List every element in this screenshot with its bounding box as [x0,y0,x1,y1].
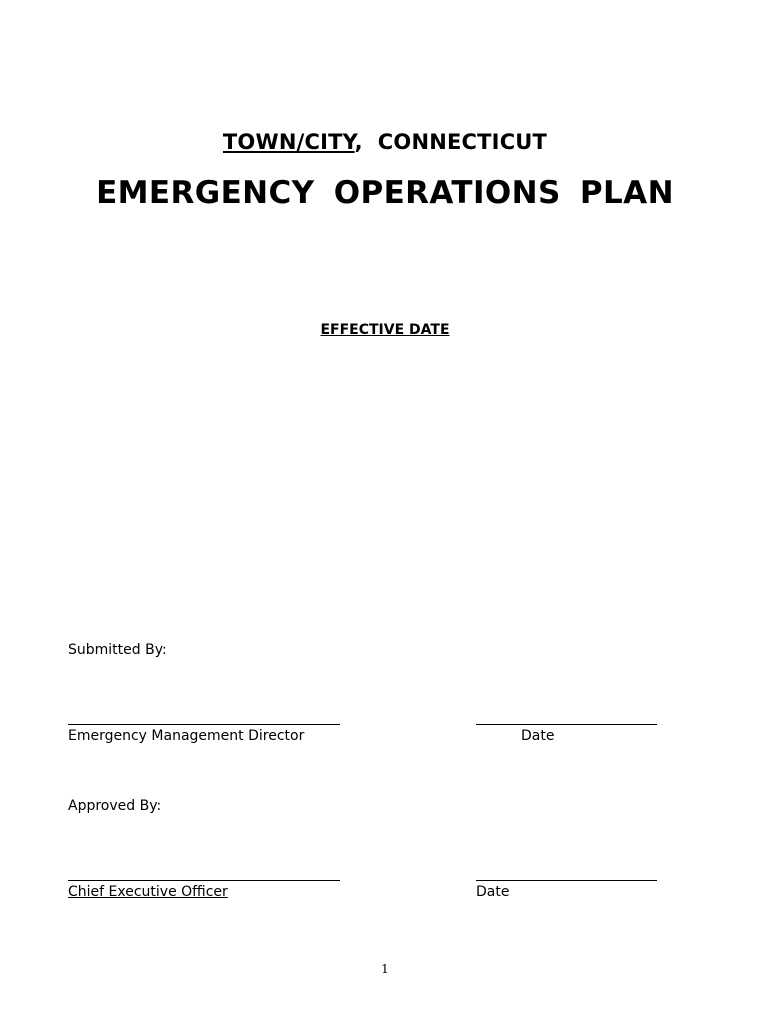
director-date-label: Date [521,728,555,744]
document-title: EMERGENCY OPERATIONS PLAN [96,175,674,211]
page-number: 1 [381,962,389,976]
state-name: CONNECTICUT [377,130,548,154]
ceo-signature-line [68,880,340,881]
director-title-label: Emergency Management Director [68,728,305,744]
town-city-placeholder: TOWN/CITY [222,130,355,154]
director-signature-line [68,724,340,725]
submitted-by-label: Submitted By: [68,642,167,658]
effective-date-label: EFFECTIVE DATE [320,322,450,338]
ceo-title-label: Chief Executive Officer [68,884,228,900]
header-separator: , [354,130,378,154]
director-date-line [476,724,657,725]
approved-by-label: Approved By: [68,798,162,814]
ceo-date-line [476,880,657,881]
ceo-date-label: Date [476,884,510,900]
town-header [0,130,770,154]
